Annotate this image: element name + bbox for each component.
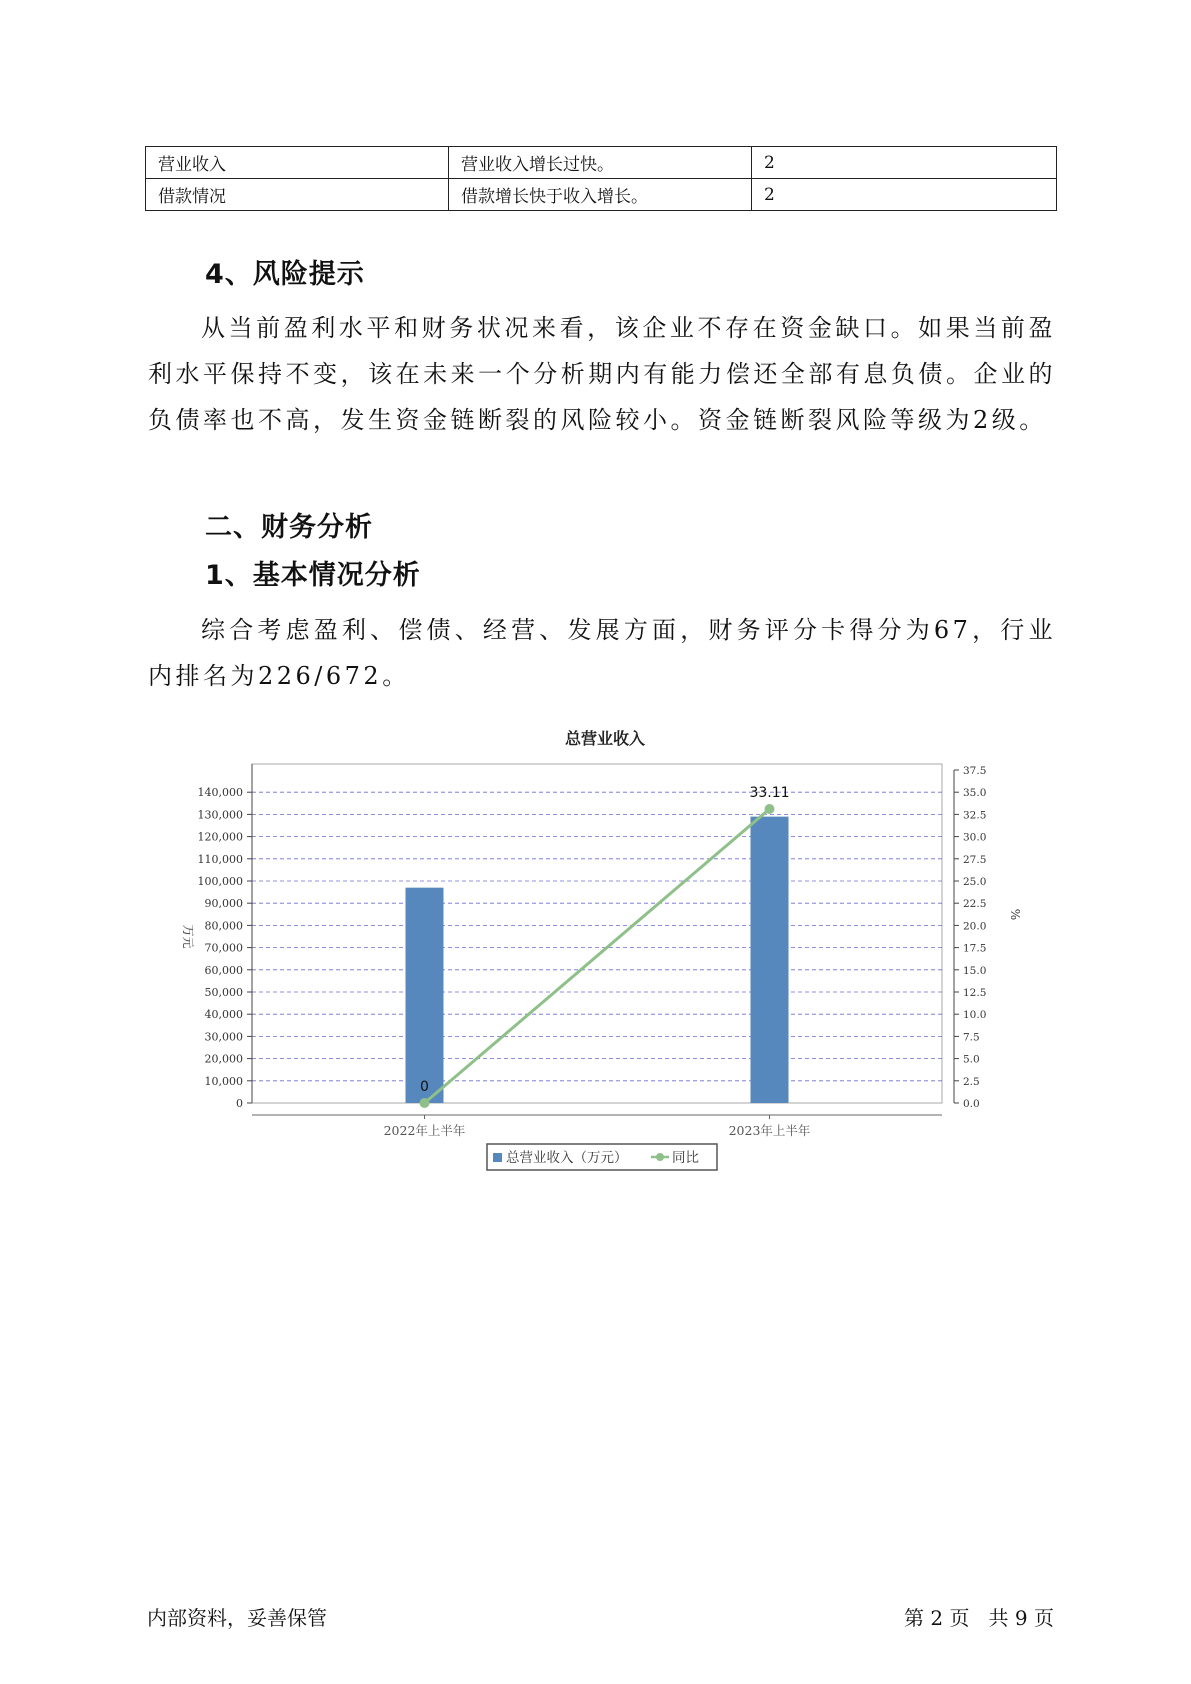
x-tick-label: 2022年上半年: [383, 1123, 466, 1138]
y-tick-label: 110,000: [197, 852, 243, 866]
y-tick-label: 130,000: [197, 808, 243, 822]
y-tick-label: 30,000: [204, 1030, 243, 1044]
y-tick-label: 140,000: [197, 786, 243, 800]
y2-tick-label: 7.5: [963, 1031, 980, 1044]
y-tick-label: 10,000: [204, 1074, 243, 1088]
legend-label-line: 同比: [672, 1150, 699, 1166]
y2-tick-label: 17.5: [963, 942, 987, 955]
y-tick-label: 0: [236, 1097, 243, 1110]
y2-axis-label: %: [1008, 908, 1022, 921]
risk-factor-table: [145, 146, 1057, 211]
y-tick-label: 40,000: [204, 1008, 243, 1022]
y2-tick-label: 12.5: [963, 987, 987, 999]
y2-tick-label: 15.0: [963, 964, 987, 977]
data-label-yoy: 0: [420, 1079, 429, 1095]
table-cell-desc: 营业收入增长过快。: [449, 147, 752, 179]
data-label-yoy: 33.11: [749, 784, 790, 801]
bar-revenue: [751, 817, 789, 1103]
point-yoy: [420, 1098, 430, 1108]
table-cell-score: 2: [752, 147, 1057, 179]
y2-tick-label: 5.0: [963, 1053, 980, 1066]
revenue-chart: [160, 720, 1040, 1180]
y2-tick-label: 32.5: [963, 809, 987, 822]
bar-revenue: [406, 888, 444, 1103]
y-tick-label: 20,000: [204, 1052, 243, 1066]
footer-confidential-note: 内部资料，妥善保管: [147, 1606, 327, 1630]
y2-tick-label: 0.0: [963, 1098, 980, 1110]
y-axis-label: 万元: [181, 924, 195, 949]
subsection-heading-basic: 1、基本情况分析: [205, 560, 421, 591]
plot-area-border: [252, 764, 942, 1103]
table-cell-desc: 借款增长快于收入增长。: [449, 179, 752, 211]
legend-swatch-marker: [656, 1153, 664, 1161]
y-tick-label: 120,000: [197, 830, 243, 844]
table-row: [146, 179, 1057, 211]
legend-label-bar: 总营业收入（万元）: [506, 1150, 628, 1166]
point-yoy: [765, 804, 775, 814]
y-tick-label: 80,000: [204, 919, 243, 933]
y2-tick-label: 30.0: [963, 831, 987, 844]
y-tick-label: 70,000: [204, 941, 243, 955]
section-heading-risk: 4、风险提示: [205, 259, 365, 290]
y2-tick-label: 25.0: [963, 876, 987, 888]
y2-tick-label: 35.0: [963, 787, 987, 800]
risk-paragraph: 从当前盈利水平和财务状况来看，该企业不存在资金缺口。如果当前盈利水平保持不变，该在未来一个分析期内有能力偿还全部有息负债。企业的负债率也不高，发生资金链断裂的风险较小。资金链断裂风险等级为2级。: [148, 314, 1056, 434]
table-cell-item: 营业收入: [146, 147, 449, 179]
y2-tick-label: 20.0: [963, 920, 987, 933]
y2-tick-label: 22.5: [963, 898, 987, 911]
y2-tick-label: 2.5: [963, 1075, 980, 1088]
y2-tick-label: 10.0: [963, 1009, 987, 1022]
footer-page-number: 第 2 页 共 9 页: [904, 1606, 1054, 1630]
table-cell-item: 借款情况: [146, 179, 449, 211]
y2-tick-label: 37.5: [963, 765, 987, 777]
y2-tick-label: 27.5: [963, 853, 987, 866]
y-tick-label: 100,000: [197, 875, 243, 888]
y-tick-label: 90,000: [204, 897, 243, 911]
table-row: [146, 147, 1057, 179]
legend-swatch-bar: [493, 1153, 502, 1162]
finance-paragraph: 综合考虑盈利、偿债、经营、发展方面，财务评分卡得分为67，行业内排名为226/672。: [148, 616, 1056, 690]
y-tick-label: 60,000: [204, 963, 243, 977]
y-tick-label: 50,000: [204, 986, 243, 999]
section-heading-finance: 二、财务分析: [205, 512, 373, 543]
x-tick-label: 2023年上半年: [728, 1123, 811, 1138]
chart-title: 总营业收入: [564, 729, 646, 748]
table-cell-score: 2: [752, 179, 1057, 211]
